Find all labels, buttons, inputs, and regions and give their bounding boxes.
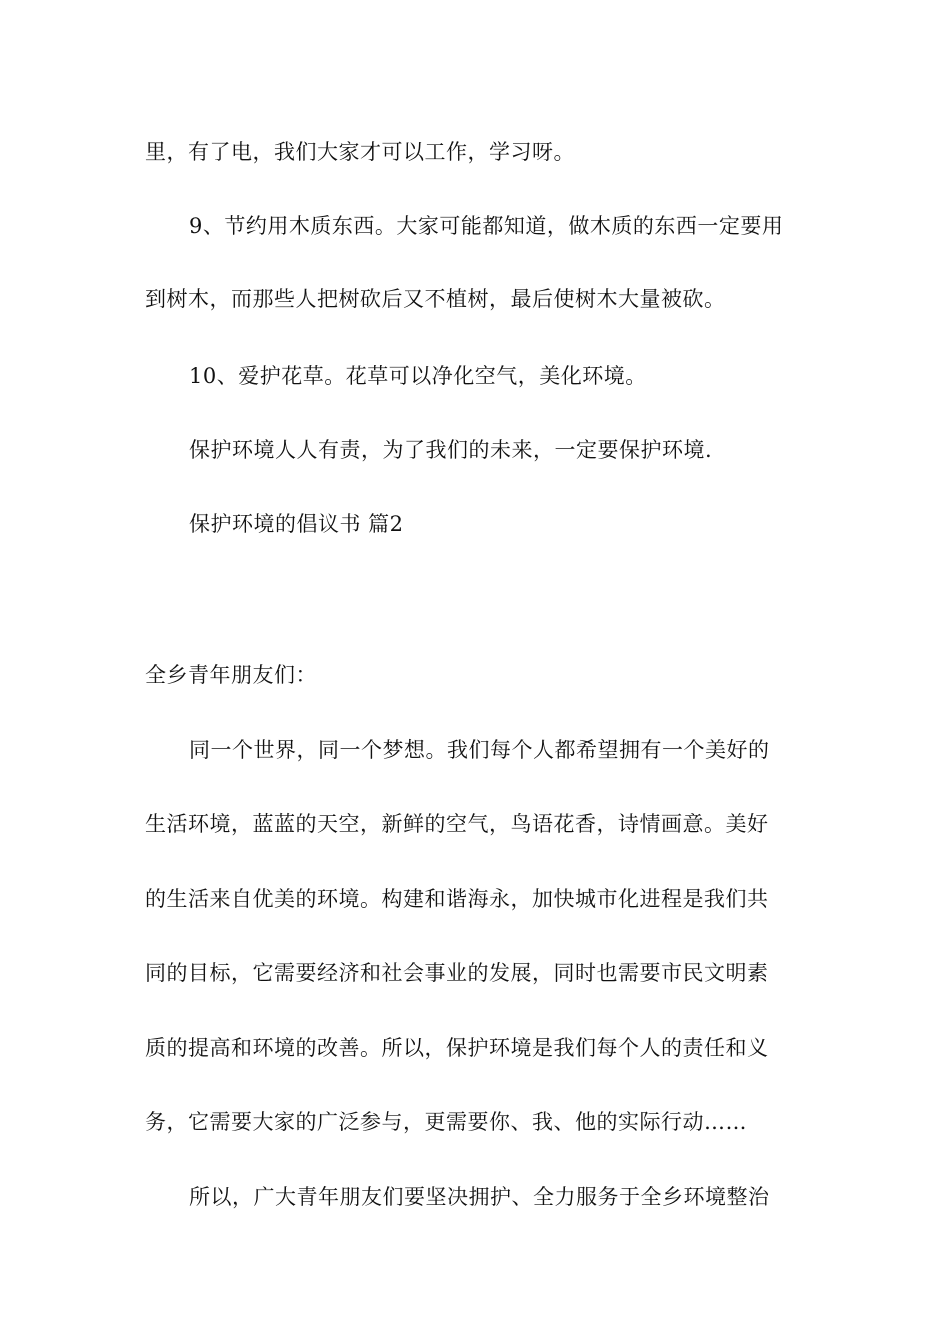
paragraph-line: 同一个世界，同一个梦想。我们每个人都希望拥有一个美好的 — [189, 738, 770, 762]
paragraph-line: 的生活来自优美的环境。构建和谐海永，加快城市化进程是我们共 — [145, 887, 769, 911]
section-heading: 保护环境的倡议书 篇2 — [189, 512, 404, 536]
paragraph-line: 质的提高和环境的改善。所以，保护环境是我们每个人的责任和义 — [145, 1036, 769, 1060]
paragraph-line: 务，它需要大家的广泛参与，更需要你、我、他的实际行动…… — [145, 1110, 747, 1134]
paragraph-line: 10、爱护花草。花草可以净化空气，美化环境。 — [189, 364, 647, 388]
paragraph-line: 里，有了电，我们大家才可以工作，学习呀。 — [145, 140, 575, 164]
paragraph-line: 保护环境人人有责，为了我们的未来，一定要保护环境. — [189, 438, 713, 462]
paragraph-line: 到树木，而那些人把树砍后又不植树，最后使树木大量被砍。 — [145, 287, 726, 311]
paragraph-line: 同的目标，它需要经济和社会事业的发展，同时也需要市民文明素 — [145, 961, 769, 985]
paragraph-line: 所以，广大青年朋友们要坚决拥护、全力服务于全乡环境整治 — [189, 1185, 770, 1209]
paragraph-line: 9、节约用木质东西。大家可能都知道，做木质的东西一定要用 — [189, 214, 784, 238]
paragraph-line: 生活环境，蓝蓝的天空，新鲜的空气，鸟语花香，诗情画意。美好 — [145, 812, 769, 836]
salutation: 全乡青年朋友们： — [145, 663, 317, 687]
